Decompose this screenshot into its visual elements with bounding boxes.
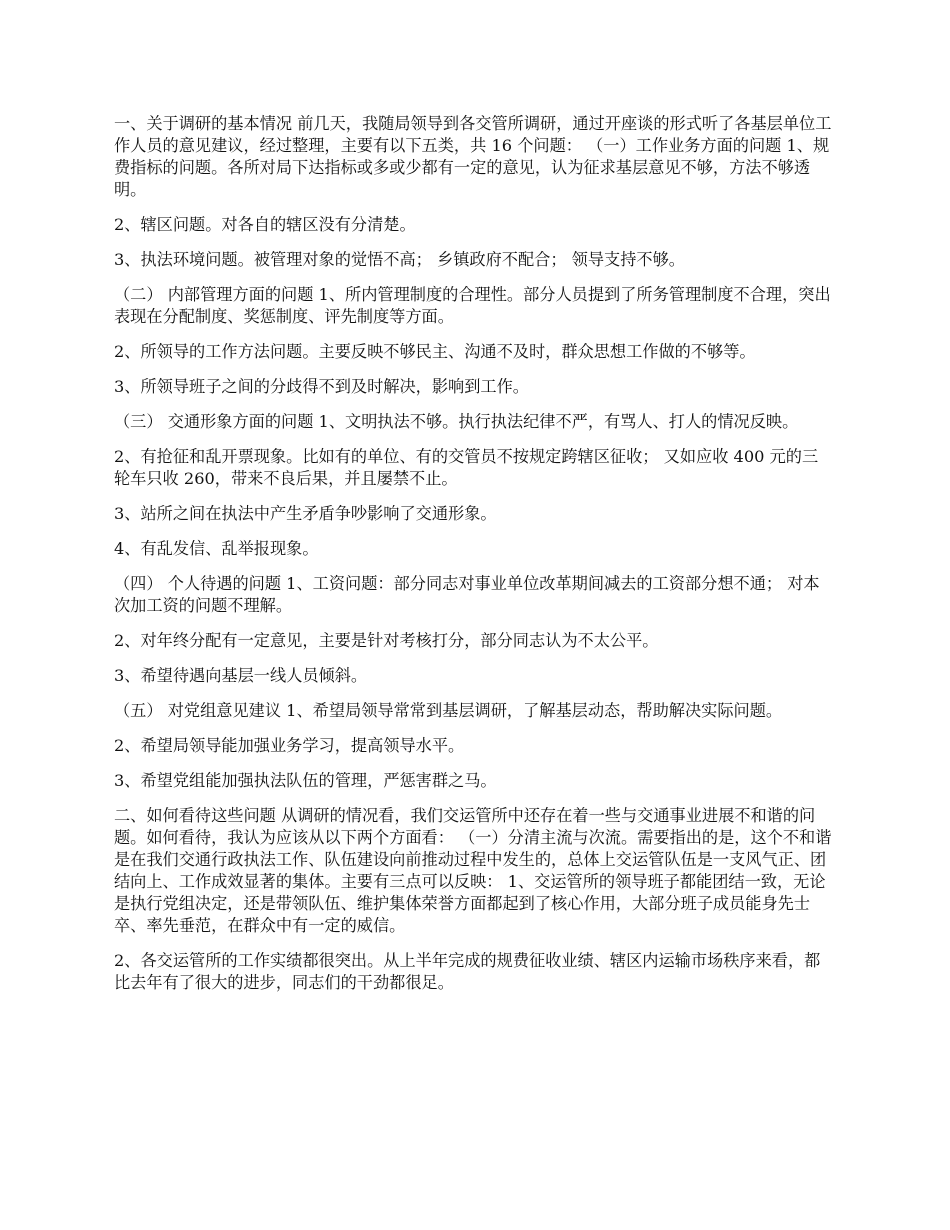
paragraph-leadership-study: 2、希望局领导能加强业务学习，提高领导水平。 [114,736,465,755]
paragraph-leadership-disagreement: 3、所领导班子之间的分歧得不到及时解决，影响到工作。 [114,377,529,396]
paragraph-party-suggestions: （五） 对党组意见建议 1、希望局领导常常到基层调研，了解基层动态，帮助解决实际问题。 [114,701,783,720]
paragraph-ticketing-issue: 2、有抢征和乱开票现象。比如有的单位、有的交管员不按规定跨辖区征收； 又如应收 400 元的三轮车只收 260，带来不良后果，并且屡禁不止。 [114,447,819,488]
paragraph-jurisdiction-issue: 2、辖区问题。对各自的辖区没有分清楚。 [114,215,416,234]
paragraph-how-to-view: 二、如何看待这些问题 从调研的情况看，我们交运管所中还存在着一些与交通事业进展不和谐的问题。如何看待，我认为应该从以下两个方面看： （一）分清主流与次流。需要指出的是，这个不和谐是在我们交通行政执法工作、队伍建设向前推动过程中发生的，总体上交运管队伍是一支风气正、团结向上、工作成效显著的集体。主要有三点可以反映： 1、交运管所的领导班子都能团结一致，无论是执行党组决定，还是带领队伍、维护集体荣誉方面都起到了核心作用，大部分班子成员能身先士卒、率先垂范，在群众中有一定的威信。 [114,806,832,935]
paragraph-personal-treatment: （四） 个人待遇的问题 1、工资问题：部分同志对事业单位改革期间减去的工资部分想不通； 对本次加工资的问题不理解。 [114,574,820,615]
paragraph-frontline-treatment: 3、希望待遇向基层一线人员倾斜。 [114,666,368,685]
paragraph-enforcement-environment: 3、执法环境问题。被管理对象的觉悟不高； 乡镇政府不配合； 领导支持不够。 [114,250,685,269]
paragraph-internal-management: （二） 内部管理方面的问题 1、所内管理制度的合理性。部分人员提到了所务管理制度不合理，突出表现在分配制度、奖惩制度、评先制度等方面。 [114,285,831,326]
paragraph-work-achievements: 2、各交运管所的工作实绩都很突出。从上半年完成的规费征收业绩、辖区内运输市场秩序来看，都比去年有了很大的进步，同志们的干劲都很足。 [114,951,821,992]
paragraph-false-reports: 4、有乱发信、乱举报现象。 [114,539,319,558]
paragraph-traffic-image: （三） 交通形象方面的问题 1、文明执法不够。执行执法纪律不严，有骂人、打人的情况反映。 [114,412,799,431]
paragraph-year-end-distribution: 2、对年终分配有一定意见，主要是针对考核打分，部分同志认为不太公平。 [114,631,659,650]
paragraph-station-conflicts: 3、站所之间在执法中产生矛盾争吵影响了交通形象。 [114,504,497,523]
paragraph-leadership-methods: 2、所领导的工作方法问题。主要反映不够民主、沟通不及时，群众思想工作做的不够等。 [114,342,756,361]
paragraph-survey-intro: 一、关于调研的基本情况 前几天，我随局领导到各交管所调研，通过开座谈的形式听了各基层单位工作人员的意见建议，经过整理，主要有以下五类，共 16 个问题： （一）工作业务方面的问题 1、规费指标的问题。各所对局下达指标或多或少都有一定的意见，认为征求基层意见不够，方法不够透明。 [114,114,832,199]
paragraph-team-management: 3、希望党组能加强执法队伍的管理，严惩害群之马。 [114,771,497,790]
document-body [114,113,832,1007]
